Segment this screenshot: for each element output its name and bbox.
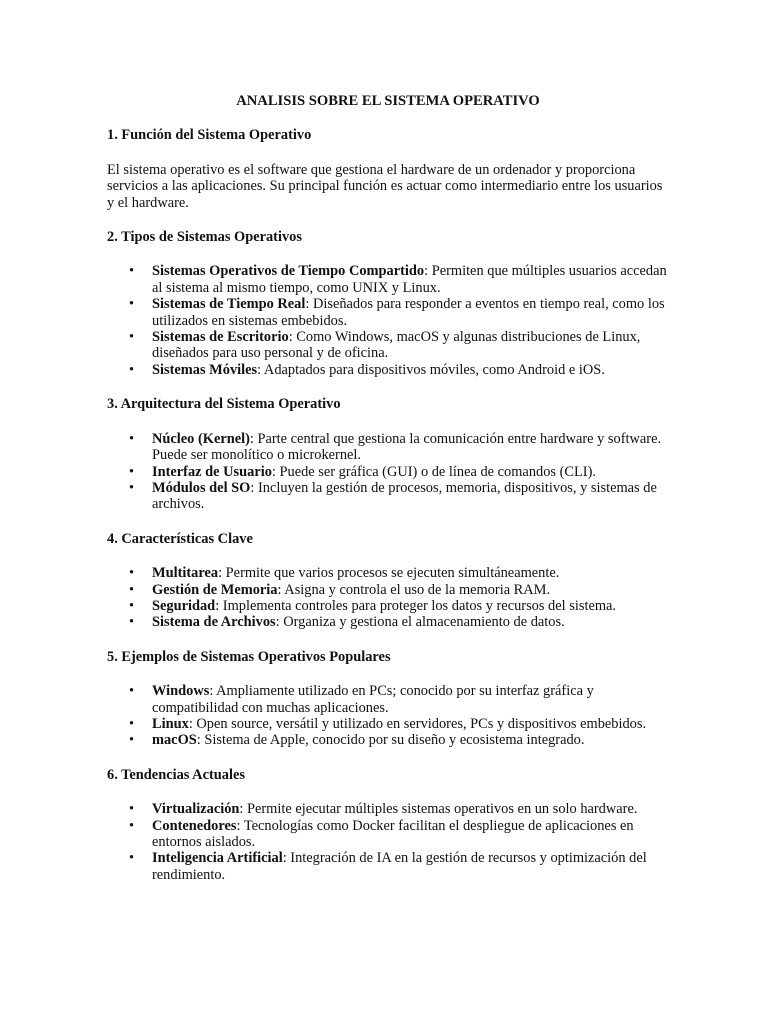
list-item [107,614,667,630]
bullet-icon: • [129,817,135,834]
item-text: : Permite ejecutar múltiples sistemas operativos en un solo hardware. [239,801,638,818]
section-trends [107,767,667,883]
item-text: : Open source, versátil y utilizado en servidores, PCs y dispositivos embebidos. [188,715,647,732]
bullet-list [107,263,667,378]
item-term: Sistema de Archivos [152,614,276,631]
list-item [107,296,667,329]
bullet-icon: • [129,715,135,732]
bullet-list [107,683,667,749]
bullet-icon: • [129,614,135,631]
list-item [107,598,667,614]
item-term: Windows [152,683,210,700]
list-item [107,480,667,513]
list-item [107,582,667,598]
item-term: Interfaz de Usuario [152,463,272,480]
item-text: : Sistema de Apple, conocido por su diseño y ecosistema integrado. [196,732,585,749]
section-heading: 2. Tipos de Sistemas Operativos [107,229,302,246]
item-term: Sistemas Móviles [152,361,258,378]
bullet-icon: • [129,263,135,280]
section-heading: 3. Arquitectura del Sistema Operativo [107,396,341,413]
item-text: : Tecnologías como Docker facilitan el despliegue de aplicaciones en entornos aislados. [152,817,634,850]
item-text: : Permite que varios procesos se ejecuten simultáneamente. [218,565,560,582]
item-term: Multitarea [152,565,219,582]
list-item [107,732,667,748]
item-term: Virtualización [152,801,240,818]
list-item [107,801,667,817]
item-text: : Ampliamente utilizado en PCs; conocido por su interfaz gráfica y compatibilidad con muchas aplicaciones. [152,683,594,716]
item-text: : Permiten que múltiples usuarios accedan al sistema al mismo tiempo, como UNIX y Linux. [152,263,667,296]
section-heading: 1. Función del Sistema Operativo [107,127,312,144]
item-term: Contenedores [152,817,237,834]
section-function [107,127,667,211]
item-text: : Puede ser gráfica (GUI) o de línea de comandos (CLI). [271,463,596,480]
document-title: ANALISIS SOBRE EL SISTEMA OPERATIVO [236,93,540,109]
item-term: Seguridad [152,597,216,614]
section-heading: 6. Tendencias Actuales [107,766,245,783]
section-paragraph: El sistema operativo es el software que gestiona el hardware de un ordenador y proporciona servicios a las aplicaciones. Su principal función es actuar como intermediario entre los usuarios y el hardware. [107,161,663,211]
list-item [107,818,667,851]
section-types [107,229,667,378]
item-text: : Implementa controles para proteger los datos y recursos del sistema. [215,597,617,614]
section-key-features [107,531,667,631]
bullet-icon: • [129,479,135,496]
item-text: : Incluyen la gestión de procesos, memoria, dispositivos, y sistemas de archivos. [152,479,657,513]
bullet-icon: • [129,850,135,867]
item-term: macOS [152,732,197,749]
bullet-icon: • [129,565,135,582]
list-item [107,263,667,296]
document-page [107,93,667,901]
item-term: Linux [152,715,189,732]
bullet-icon: • [129,463,135,480]
bullet-icon: • [129,361,135,378]
section-heading: 4. Características Clave [107,530,253,547]
list-item [107,362,667,378]
bullet-icon: • [129,597,135,614]
item-term: Núcleo (Kernel) [152,430,250,447]
list-item [107,716,667,732]
item-term: Módulos del SO [152,479,251,496]
list-item [107,565,667,581]
bullet-list [107,801,667,883]
list-item [107,683,667,716]
bullet-list [107,565,667,631]
section-architecture [107,396,667,512]
item-text: : Organiza y gestiona el almacenamiento de datos. [275,614,565,631]
list-item [107,850,667,883]
bullet-icon: • [129,329,135,346]
bullet-icon: • [129,683,135,700]
item-term: Inteligencia Artificial [152,850,283,867]
item-term: Sistemas de Tiempo Real [152,296,306,313]
item-text: : Parte central que gestiona la comunicación entre hardware y software. Puede ser monolítico o microkernel. [152,430,662,464]
list-item [107,464,667,480]
bullet-icon: • [129,732,135,749]
bullet-icon: • [129,430,135,447]
bullet-icon: • [129,296,135,313]
item-text: : Integración de IA en la gestión de recursos y optimización del rendimiento. [152,850,647,883]
list-item [107,431,667,464]
bullet-list [107,431,667,513]
item-text: : Adaptados para dispositivos móviles, como Android e iOS. [257,361,605,378]
item-text: : Asigna y controla el uso de la memoria RAM. [277,581,551,598]
item-term: Gestión de Memoria [152,581,278,598]
list-item [107,329,667,362]
bullet-icon: • [129,801,135,818]
item-term: Sistemas de Escritorio [152,329,289,346]
item-term: Sistemas Operativos de Tiempo Compartido [152,263,425,280]
bullet-icon: • [129,581,135,598]
section-examples [107,649,667,749]
section-heading: 5. Ejemplos de Sistemas Operativos Populares [107,648,391,665]
item-text: : Como Windows, macOS y algunas distribuciones de Linux, diseñados para uso personal y de oficina. [152,329,641,362]
item-text: : Diseñados para responder a eventos en tiempo real, como los utilizados en sistemas embebidos. [152,296,665,329]
